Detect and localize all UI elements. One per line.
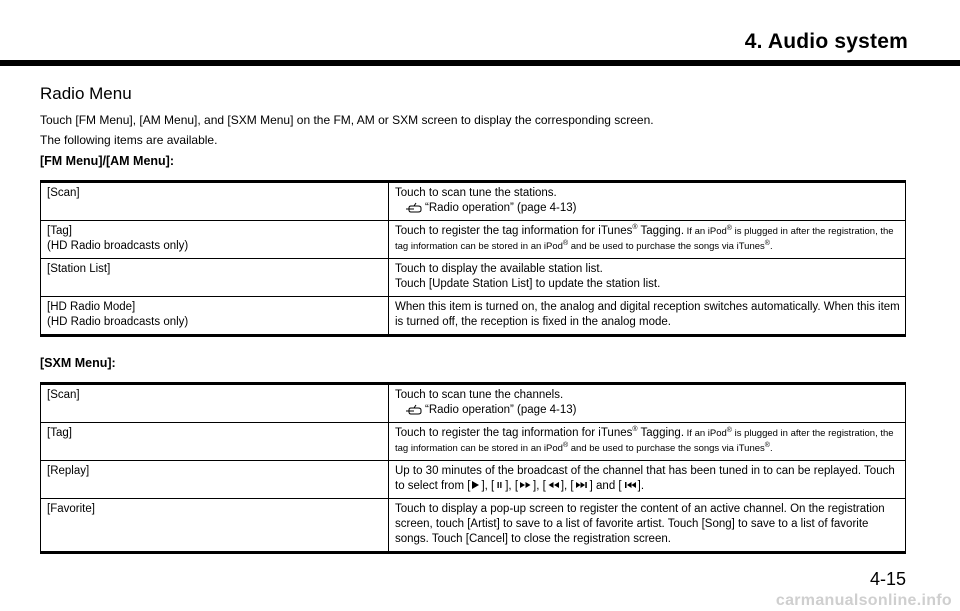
section-title: Radio Menu — [40, 84, 132, 103]
page-reference: “Radio operation” (page 4-13) — [395, 403, 900, 418]
menu-item-desc: When this item is turned on, the analog and digital reception switches automatically. When this item is turned off, the reception is fixed in the analog mode. — [389, 297, 906, 336]
fm-am-menu-table — [40, 180, 906, 337]
table-row — [41, 384, 906, 423]
menu-item-desc: Touch to register the tag information for iTunes® Tagging. If an iPod® is plugged in after the registration, the tag information can be stored in an iPod® and be used to purchase the songs via iTunes®. — [389, 423, 906, 461]
menu-item-station-list: [Station List] — [41, 259, 389, 297]
table-row — [41, 423, 906, 461]
table-row — [41, 297, 906, 336]
menu-item-desc: Touch to register the tag information for iTunes® Tagging. If an iPod® is plugged in after the registration, the tag information can be stored in an iPod® and be used to purchase the songs via iTunes®. — [389, 221, 906, 259]
rewind-icon — [547, 480, 560, 490]
fast-forward-icon — [519, 480, 532, 490]
header-rule — [0, 60, 960, 66]
menu-item-desc: Touch to scan tune the channels. “Radio operation” (page 4-13) — [389, 384, 906, 423]
table-row — [41, 259, 906, 297]
pause-icon — [495, 480, 504, 490]
chapter-title: 4. Audio system — [744, 30, 908, 53]
page-number: 4-15 — [869, 569, 906, 589]
play-icon — [471, 480, 480, 490]
intro-paragraph: Touch [FM Menu], [AM Menu], and [SXM Menu] on the FM, AM or SXM screen to display the corresponding screen. — [40, 113, 654, 127]
table-row — [41, 182, 906, 221]
watermark: carmanualsonline.info — [775, 592, 952, 609]
menu-item-favorite: [Favorite] — [41, 499, 389, 553]
sxm-menu-table — [40, 382, 906, 554]
reference-hand-icon — [405, 404, 423, 415]
menu-item-scan: [Scan] — [47, 187, 80, 199]
menu-item-tag: [Tag] (HD Radio broadcasts only) — [41, 221, 389, 259]
menu-item-desc: Touch to display a pop-up screen to register the content of an active channel. On the registration screen, touch [Artist] to save to a list of favorite artist. Touch [Song] to save to a list of favorite songs. Touch [Cancel] to close the registration screen. — [389, 499, 906, 553]
fm-am-menu-heading: [FM Menu]/[AM Menu]: — [40, 154, 174, 168]
table-row — [41, 221, 906, 259]
page-reference: “Radio operation” (page 4-13) — [395, 201, 900, 216]
sxm-menu-heading: [SXM Menu]: — [40, 356, 116, 370]
menu-item-desc: Touch to scan tune the stations. “Radio operation” (page 4-13) — [389, 182, 906, 221]
menu-item-replay: [Replay] — [41, 461, 389, 499]
menu-item-tag: [Tag] — [41, 423, 389, 461]
table-row — [41, 499, 906, 553]
available-paragraph: The following items are available. — [40, 133, 218, 147]
reference-hand-icon — [405, 202, 423, 213]
skip-previous-icon — [623, 480, 637, 490]
menu-item-desc: Touch to display the available station list. Touch [Update Station List] to update the station list. — [389, 259, 906, 297]
menu-item-desc: Up to 30 minutes of the broadcast of the channel that has been tuned in to can be replayed. Touch to select from [ ], [ ], [ ], [ ], [ ] and [ ]. — [389, 461, 906, 499]
menu-item-scan: [Scan] — [47, 389, 80, 401]
skip-next-icon — [575, 480, 589, 490]
table-row — [41, 461, 906, 499]
menu-item-hd-radio-mode: [HD Radio Mode] (HD Radio broadcasts only) — [41, 297, 389, 336]
